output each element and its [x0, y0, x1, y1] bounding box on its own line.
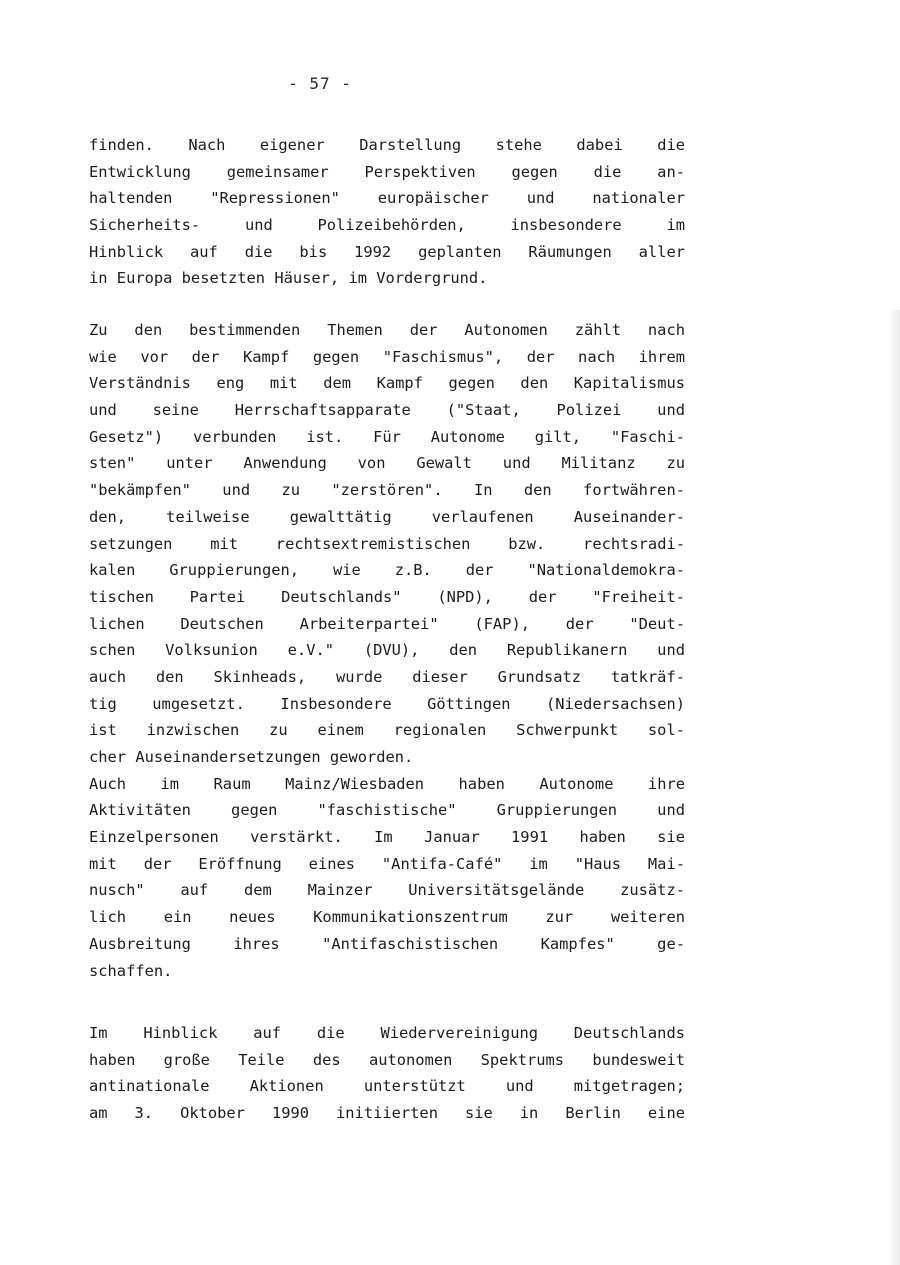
text-line: Zu den bestimmenden Themen der Autonomen zählt nach [89, 321, 685, 339]
text-line: Im Hinblick auf die Wiedervereinigung Deutschlands [89, 1024, 685, 1042]
text-line: Ausbreitung ihres "Antifaschistischen Kampfes" ge- [89, 934, 685, 953]
text-line: lich ein neues Kommunikationszentrum zur weiteren [89, 908, 685, 927]
text-line: wie vor der Kampf gegen "Faschismus", der nach ihrem [89, 347, 685, 366]
text-line: Entwicklung gemeinsamer Perspektiven gegen die an- [89, 162, 685, 181]
text-line: tischen Partei Deutschlands" (NPD), der "Freiheit- [89, 587, 685, 606]
text-line: finden. Nach eigener Darstellung stehe dabei die [89, 136, 685, 154]
paragraph-3 [89, 1020, 685, 1127]
text-line: mit der Eröffnung eines "Antifa-Café" im "Haus Mai- [89, 854, 685, 873]
text-line: kalen Gruppierungen, wie z.B. der "Nationaldemokra- [89, 561, 685, 580]
text-line: und seine Herrschaftsapparate ("Staat, Polizei und [89, 401, 685, 420]
text-line: Aktivitäten gegen "faschistische" Gruppierungen und [89, 801, 685, 820]
scan-page-edge [888, 310, 900, 1265]
text-line: Verständnis eng mit dem Kampf gegen den Kapitalismus [89, 374, 685, 393]
text-line: nusch" auf dem Mainzer Universitätsgelände zusätz- [89, 881, 685, 900]
text-line: in Europa besetzten Häuser, im Vordergrund. [89, 269, 488, 288]
text-line: setzungen mit rechtsextremistischen bzw. rechtsradi- [89, 534, 685, 553]
text-line: cher Auseinandersetzungen geworden. [89, 748, 414, 766]
text-line: schaffen. [89, 961, 173, 980]
text-line: haben große Teile des autonomen Spektrums bundesweit [89, 1050, 685, 1069]
paragraph-2 [89, 317, 685, 984]
text-line: ist inzwischen zu einem regionalen Schwerpunkt sol- [89, 721, 685, 740]
text-line: den, teilweise gewalttätig verlaufenen Auseinander- [89, 507, 685, 526]
text-line: Sicherheits- und Polizeibehörden, insbesondere im [89, 216, 685, 235]
text-line: tig umgesetzt. Insbesondere Göttingen (Niedersachsen) [89, 694, 685, 713]
text-line: Hinblick auf die bis 1992 geplanten Räumungen aller [89, 242, 685, 261]
text-line: Gesetz") verbunden ist. Für Autonome gilt, "Faschi- [89, 427, 685, 446]
text-line: auch den Skinheads, wurde dieser Grundsatz tatkräf- [89, 667, 685, 686]
page-number: - 57 - [288, 74, 352, 93]
paragraph-1 [89, 132, 685, 292]
text-line: antinationale Aktionen unterstützt und mitgetragen; [89, 1077, 685, 1096]
text-line: lichen Deutschen Arbeiterpartei" (FAP), der "Deut- [89, 614, 685, 633]
text-line: schen Volksunion e.V." (DVU), den Republikanern und [89, 641, 685, 660]
text-line: sten" unter Anwendung von Gewalt und Militanz zu [89, 454, 685, 473]
text-line: Auch im Raum Mainz/Wiesbaden haben Autonome ihre [89, 774, 685, 793]
text-line: haltenden "Repressionen" europäischer und nationaler [89, 189, 685, 208]
text-line: am 3. Oktober 1990 initiierten sie in Berlin eine [89, 1104, 685, 1123]
text-line: "bekämpfen" und zu "zerstören". In den fortwähren- [89, 481, 685, 500]
text-line: Einzelpersonen verstärkt. Im Januar 1991 haben sie [89, 828, 685, 847]
